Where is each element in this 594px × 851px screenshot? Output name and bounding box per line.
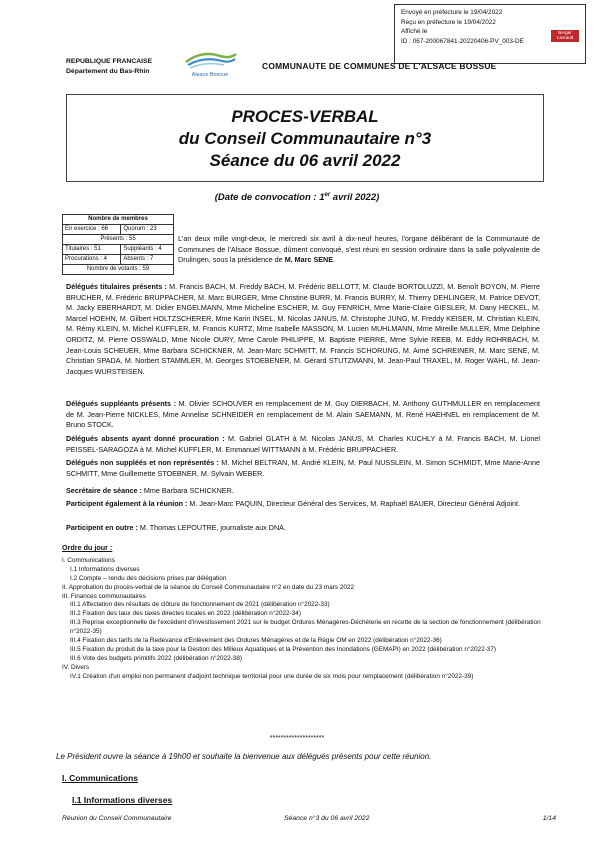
ordre-item: II. Approbation du procès-verbal de la séance du Conseil Communautaire n°2 en date du 23 mars 2022 — [62, 583, 355, 591]
ordre-item: III.1 Affectation des résultats de clôture de fonctionnement de 2021 (délibération n°2022-33) — [70, 601, 330, 609]
delegues-suppleants: Délégués suppléants présents : M. Olivier SCHOUVER en remplacement de M. Guy DIERBACH, M. Anthony GUTHMULLER en remplacement de M. Jean-Pierre NICKLES, Mme Annelise SCHNEIDER en remplacement de M. Alain SAEMANN, M. René HAEHNEL en remplacement de M. Bruno STOCK. — [66, 399, 540, 430]
communaute-header: COMMUNAUTE DE COMMUNES DE L'ALSACE BOSSUE — [262, 61, 497, 71]
title-conseil: du Conseil Communautaire n°3 — [178, 129, 432, 148]
stamp-line-3: Affiché le — [401, 28, 428, 35]
alsace-bossue-logo — [182, 48, 238, 78]
title-proces-verbal: PROCES-VERBAL — [231, 107, 379, 126]
president-opening: Le Président ouvre la séance à 19h00 et souhaite la bienvenue aux délégués présents pour cette réunion. — [56, 752, 432, 761]
president-name: M. Marc SENE — [284, 255, 334, 265]
ordre-du-jour — [62, 544, 548, 682]
members-absents: Absents : 7 — [121, 255, 174, 265]
members-votants: Nombre de votants : 59 — [63, 265, 174, 275]
stamp-line-1: Envoyé en préfecture le 19/04/2022 — [401, 9, 503, 16]
ordre-du-jour-list — [62, 557, 548, 682]
ordre-item: I. Communications — [62, 556, 115, 564]
page-footer — [62, 815, 556, 822]
ordre-item: III.6 Vote des budgets primitifs 2022 (délibération n°2022-38) — [70, 654, 243, 662]
ordre-item: IV. Divers — [62, 663, 90, 671]
logo-text: Alsace Bossue — [191, 72, 229, 78]
stamp-line-4: ID : 067-200067841-20220406-PV_003-DE — [401, 37, 524, 45]
ordre-item: III.3 Reprise exceptionnelle de l'excédent d'investissement 2021 sur le budget Ordures Ménagères-Déchèterie en recette de la section de fonctionnement (délibération n°2022-35) — [70, 619, 541, 636]
members-titulaires: Titulaires : 51 — [63, 245, 121, 255]
title-box — [66, 94, 544, 182]
departement-label: Département du Bas-Rhin — [66, 68, 150, 75]
footer-left: Réunion du Conseil Communautaire — [62, 815, 172, 822]
delegues-titulaires: Délégués titulaires présents : M. Francis BACH, M. Freddy BACH, M. Frédéric BELLOTT, M. Claude BORTOLUZZI, M. Benoît BOYON, M. Pierre BRUCHER, M. Frédéric BRUPPACHER, M. Marc BURGER, Mme Christine BURR, M. Francis BURRY, M. Thierry DEHLINGER, M. Patrice DEVOT, M. Jacky EBERHARDT, M. Didier ENGELMANN, Mme Micheline ESCHER, M. Guy FENRICH, Mme Marie-Claire GIESLER, M. Dany HECKEL, M. Marcel HOEHN, M. Gilbert HOLTZSCHERER, Mme Karin INSEL, M. Nicolas JANUS, M. Christophe JUNG, M. Freddy KEISER, M. Christian KLEIN, M. Rémy KLEIN, M. Michel KUFFLER, M. Francis KURTZ, Mme Isabelle MASSON, M. Lucien MUHLMANN, Mme Mireille MULLER, Mme Delphine ORDITZ, M. Pierre OSSWALD, Mme Nicole OURY, Mme Carole PHILIPPE, M. Baptiste PIERRE, Mme Sylvie REEB, M. Eddy ROHRBACH, M. Jean-Louis SCHEUER, Mme Barbara SCHICKNER, M. Jean-Marc SCHMITT, M. Francis SCHORUNG, M. Aimé SCHREINER, M. Marc SENE, M. Christian SPADA, M. Norbert STAMMLER, M. Georges STOEBENER, M. Gérard STUTZMANN, M. Jean-Paul TRAXEL, M. Roger WAHL, M. Jean-Jacques WURSTEISEN. — [66, 282, 540, 376]
title-seance: Séance du 06 avril 2022 — [209, 151, 401, 170]
republique-header — [66, 57, 152, 77]
members-header: Nombre de membres — [63, 215, 174, 225]
members-en-exercice: En exercice : 66 — [63, 225, 121, 235]
ordre-item: III.4 Fixation des tarifs de la Redevance d'Enlèvement des Ordures Ménagères et de la Régie OM en 2022 (délibération n°2022-36) — [70, 637, 442, 645]
participent-outre: Participent en outre : M. Thomas LEPOUTRE, journaliste aux DNA. — [66, 523, 286, 532]
delegues-absents: Délégués non suppléés et non représentés : M. Michel BELTRAN, M. André KLEIN, M. Paul NUSSLEIN, M. Simon SCHMIDT, Mme Marie-Anne SCHMITT, Mme Guillemette STOEBNER, M. Sylvain WEBER. — [66, 458, 540, 478]
members-quorum: Quorum : 23 — [121, 225, 174, 235]
ordre-item: III.2 Fixation des taux des taxes directes locales en 2022 (délibération n°2022-34) — [70, 610, 301, 618]
ordre-item: IV.1 Création d'un emploi non permanent d'adjoint technique territorial pour une durée de six mois pour remplacement (délibération n°2022-39) — [70, 672, 474, 680]
members-table — [62, 214, 174, 275]
ordre-du-jour-title: Ordre du jour : — [62, 543, 113, 552]
members-suppleants: Suppléants : 4 — [121, 245, 174, 255]
secretaire-seance: Secrétaire de séance : Mme Barbara SCHICKNER. — [66, 486, 234, 495]
ordre-item: III.5 Fixation du produit de la taxe pour la Gestion des Milieux Aquatiques et la Prévention des Inondations (GEMAPI) en 2022 (délibération n°2022-37) — [70, 645, 497, 653]
heading-communications: I. Communications — [62, 773, 139, 783]
members-procurations: Procurations : 4 — [63, 255, 121, 265]
delegues-procuration: Délégués absents ayant donné procuration : M. Gabriel GLATH à M. Nicolas JANUS, M. Charles KUCHLY à M. Francis BACH, M. Lionel PEISSEL-SARAGOZA à M. Michel KUFFLER, M. Emmanuel WITTMANN à M. Frédéric BRUPPACHER. — [66, 434, 540, 454]
separator-stars: ******************** — [269, 735, 325, 742]
ordre-item: III. Finances communautaires — [62, 592, 146, 600]
footer-page-number: 1/14 — [542, 815, 556, 822]
republique-label: REPUBLIQUE FRANCAISE — [66, 58, 153, 65]
participent-egalement: Participent également à la réunion : M. Jean-Marc PAQUIN, Directeur Général des Services, M. Raphaël BAUER, Directeur Général Adjoint. — [66, 499, 521, 508]
stamp-line-2: Reçu en préfecture le 19/04/2022 — [401, 18, 496, 26]
stamp-badge: Berger Levrault — [551, 30, 579, 42]
ordre-item: I.2 Compte – rendu des décisions prises par délégation — [70, 574, 227, 582]
ordre-item: I.1 Informations diverses — [70, 565, 140, 573]
intro-paragraph: L'an deux mille vingt-deux, le mercredi six avril à dix-neuf heures, l'organe délibérant de la Communauté de Communes de l'Alsace Bossue, dûment convoqué, s'est réuni en session ordinaire dans la salle polyvalente de Drulingen, sous la présidence de M. Marc SENE. — [178, 234, 540, 265]
convocation-date: (Date de convocation : 1er avril 2022) — [214, 192, 380, 204]
prefecture-stamp — [394, 4, 586, 64]
heading-informations-diverses: I.1 Informations diverses — [72, 795, 173, 805]
members-presents: Présents : 55 — [63, 235, 174, 245]
footer-center: Séance n°3 du 06 avril 2022 — [284, 815, 370, 822]
